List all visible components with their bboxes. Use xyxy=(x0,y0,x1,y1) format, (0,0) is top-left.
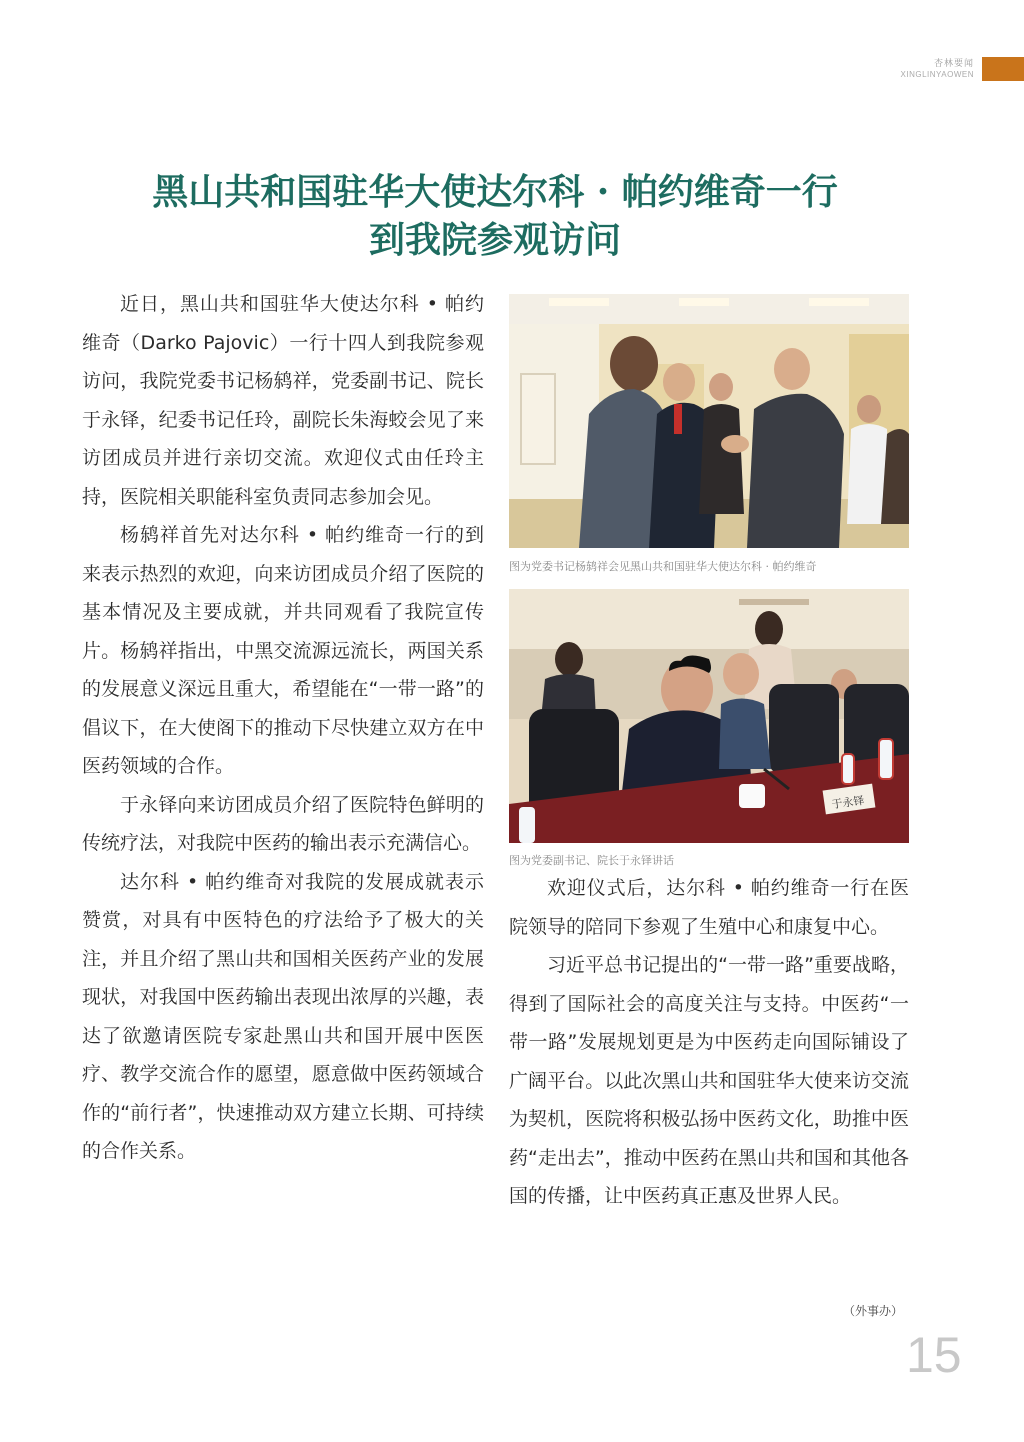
article-right-column xyxy=(509,869,909,1216)
section-label xyxy=(901,59,974,79)
photo-handshake xyxy=(509,294,909,548)
section-label-en: XINGLINYAOWEN xyxy=(900,69,974,79)
nameplate: 于永铎 xyxy=(830,793,866,812)
paragraph: 欢迎仪式后，达尔科 • 帕约维奇一行在医院领导的陪同下参观了生殖中心和康复中心。 xyxy=(509,877,909,938)
section-tag xyxy=(901,56,1024,82)
paragraph: 于永铎向来访团成员介绍了医院特色鲜明的传统疗法，对我院中医药的输出表示充满信心。 xyxy=(82,793,484,854)
article-left-column xyxy=(82,285,484,1171)
section-label-cn: 杏林要闻 xyxy=(933,59,974,70)
section-accent-bar xyxy=(982,57,1024,81)
paragraph: 杨鸫祥首先对达尔科 • 帕约维奇一行的到来表示热烈的欢迎，向来访团成员介绍了医院的基本情况及主要成就，并共同观看了我院宣传片。杨鸫祥指出，中黑交流源远流长，两国关系的发展意义深远且重大，希望能在“一带一路”的倡议下，在大使阁下的推动下尽快建立双方在中医药领域的合作。 xyxy=(82,524,484,777)
title-line-1: 黑山共和国驻华大使达尔科 · 帕约维奇一行 xyxy=(152,171,838,213)
photo-caption: 图为党委副书记、院长于永铎讲话 xyxy=(509,854,674,867)
photo-caption: 图为党委书记杨鸫祥会见黑山共和国驻华大使达尔科 · 帕约维奇 xyxy=(509,560,817,573)
paragraph: 习近平总书记提出的“一带一路”重要战略，得到了国际社会的高度关注与支持。中医药“一带一路”发展规划更是为中医药走向国际铺设了广阔平台。以此次黑山共和国驻华大使来访交流为契机，医院将积极弘扬中医药文化，助推中医药“走出去”，推动中医药在黑山共和国和其他各国的传播，让中医药真正惠及世界人民。 xyxy=(509,954,909,1207)
title-line-2: 到我院参观访问 xyxy=(368,219,621,261)
article-title xyxy=(60,168,930,264)
photo-meeting-speech xyxy=(509,589,909,843)
paragraph: 达尔科 • 帕约维奇对我院的发展成就表示赞赏，对具有中医特色的疗法给予了极大的关注，并且介绍了黑山共和国相关医药产业的发展现状，对我国中医药输出表现出浓厚的兴趣，表达了欲邀请医院专家赴黑山共和国开展中医医疗、教学交流合作的愿望，愿意做中医药领域合作的“前行者”，快速推动双方建立长期、可持续的合作关系。 xyxy=(82,870,484,1162)
paragraph: 近日，黑山共和国驻华大使达尔科 • 帕约维奇（Darko Pajovic）一行十四人到我院参观访问，我院党委书记杨鸫祥，党委副书记、院长于永铎，纪委书记任玲，副院长朱海蛟会见了来访团成员并进行亲切交流。欢迎仪式由任玲主持，医院相关职能科室负责同志参加会见。 xyxy=(82,293,484,508)
page-number: 15 xyxy=(906,1327,962,1383)
article-source: （外事办） xyxy=(843,1304,904,1318)
